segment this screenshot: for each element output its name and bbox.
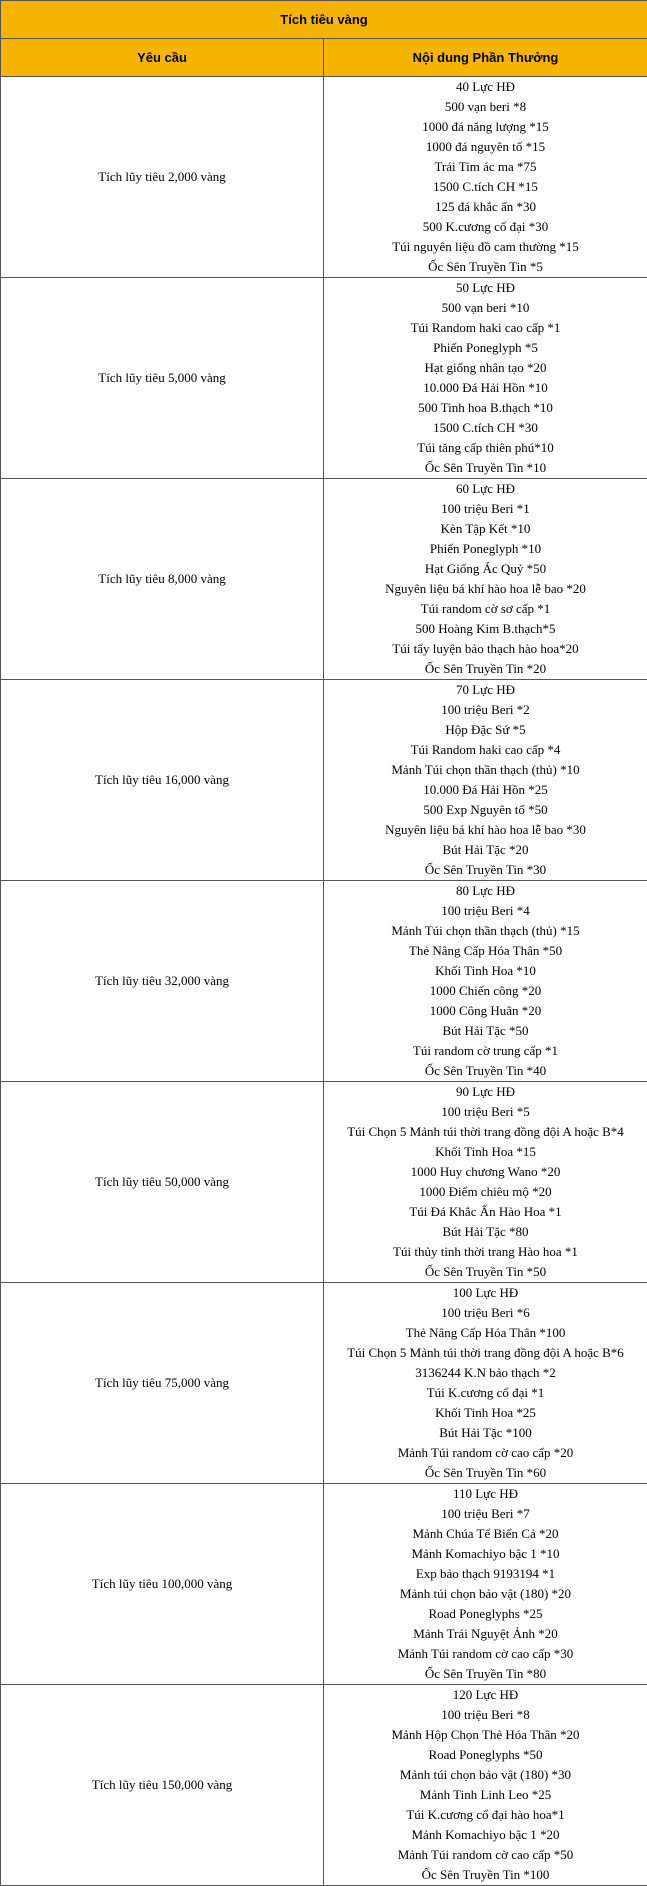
tier-row <box>1 479 647 680</box>
reward-item: 70 Lực HĐ <box>324 680 647 700</box>
reward-item: 500 K.cương cổ đại *30 <box>324 217 647 237</box>
reward-item: Phiến Poneglyph *5 <box>324 338 647 358</box>
tier-row <box>1 1283 647 1484</box>
tier-rewards <box>324 1082 647 1283</box>
reward-item: Khối Tinh Hoa *10 <box>324 961 647 981</box>
reward-item: Mảnh Túi chọn thần thạch (thủ) *15 <box>324 921 647 941</box>
reward-item: 100 triệu Beri *8 <box>324 1705 647 1725</box>
reward-item: 1000 Điểm chiêu mộ *20 <box>324 1182 647 1202</box>
reward-item: Túi K.cương cổ đại hào hoa*1 <box>324 1805 647 1825</box>
reward-item: 50 Lực HĐ <box>324 278 647 298</box>
reward-item: Nguyên liệu bá khí hào hoa lễ bao *30 <box>324 820 647 840</box>
reward-item: 100 Lực HĐ <box>324 1283 647 1303</box>
tier-list <box>1 77 647 1886</box>
tier-rewards <box>324 881 647 1082</box>
reward-item: 100 triệu Beri *7 <box>324 1504 647 1524</box>
reward-item: Mảnh Chúa Tể Biển Cả *20 <box>324 1524 647 1544</box>
reward-item: 100 triệu Beri *1 <box>324 499 647 519</box>
reward-item: Trái Tim ác ma *75 <box>324 157 647 177</box>
reward-item: Ốc Sên Truyền Tin *20 <box>324 659 647 679</box>
reward-item: Túi tẩy luyện bảo thạch hào hoa*20 <box>324 639 647 659</box>
reward-item: 500 Hoàng Kim B.thạch*5 <box>324 619 647 639</box>
reward-item: 1500 C.tích CH *30 <box>324 418 647 438</box>
reward-item: Túi thủy tinh thời trang Hào hoa *1 <box>324 1242 647 1262</box>
tier-requirement: Tích lũy tiêu 75,000 vàng <box>1 1283 324 1484</box>
reward-item: 40 Lực HĐ <box>324 77 647 97</box>
reward-item: Bút Hải Tặc *80 <box>324 1222 647 1242</box>
reward-item: Ốc Sên Truyền Tin *30 <box>324 860 647 880</box>
reward-item: 80 Lực HĐ <box>324 881 647 901</box>
reward-item: Thẻ Nâng Cấp Hóa Thân *100 <box>324 1323 647 1343</box>
reward-item: 100 triệu Beri *5 <box>324 1102 647 1122</box>
reward-item: Túi Đá Khắc Ấn Hào Hoa *1 <box>324 1202 647 1222</box>
reward-header: Nội dung Phần Thưởng <box>324 39 647 77</box>
tier-rewards <box>324 479 647 680</box>
reward-item: Kèn Tập Kết *10 <box>324 519 647 539</box>
reward-item: 500 Tinh hoa B.thạch *10 <box>324 398 647 418</box>
tier-requirement: Tích lũy tiêu 50,000 vàng <box>1 1082 324 1283</box>
reward-item: Mảnh Komachiyo bậc 1 *20 <box>324 1825 647 1845</box>
reward-item: Túi nguyên liệu đồ cam thường *15 <box>324 237 647 257</box>
reward-item: Nguyên liệu bá khí hào hoa lễ bao *20 <box>324 579 647 599</box>
reward-item: Mảnh túi chọn bảo vật (180) *20 <box>324 1584 647 1604</box>
reward-item: Ốc Sên Truyền Tin *60 <box>324 1463 647 1483</box>
reward-item: Túi random cờ sơ cấp *1 <box>324 599 647 619</box>
reward-item: Mảnh Hộp Chọn Thẻ Hóa Thân *20 <box>324 1725 647 1745</box>
reward-item: Túi Random haki cao cấp *1 <box>324 318 647 338</box>
reward-item: 500 vạn beri *8 <box>324 97 647 117</box>
reward-item: Bút Hải Tặc *100 <box>324 1423 647 1443</box>
reward-item: Túi tăng cấp thiên phú*10 <box>324 438 647 458</box>
reward-item: Mảnh Trái Nguyệt Ảnh *20 <box>324 1624 647 1644</box>
reward-item: Ốc Sên Truyền Tin *100 <box>324 1865 647 1885</box>
tier-requirement: Tích lũy tiêu 2,000 vàng <box>1 77 324 278</box>
reward-item: Ốc Sên Truyền Tin *40 <box>324 1061 647 1081</box>
table-title: Tích tiêu vàng <box>1 1 647 39</box>
reward-item: Mảnh Komachiyo bậc 1 *10 <box>324 1544 647 1564</box>
reward-item: Mảnh Tinh Linh Leo *25 <box>324 1785 647 1805</box>
reward-item: 1000 Chiến công *20 <box>324 981 647 1001</box>
reward-item: Road Poneglyphs *50 <box>324 1745 647 1765</box>
reward-item: Mảnh Túi random cờ cao cấp *50 <box>324 1845 647 1865</box>
tier-requirement: Tích lũy tiêu 5,000 vàng <box>1 278 324 479</box>
tier-row <box>1 1484 647 1685</box>
reward-item: 100 triệu Beri *2 <box>324 700 647 720</box>
reward-item: Bút Hải Tặc *20 <box>324 840 647 860</box>
reward-item: Túi Random haki cao cấp *4 <box>324 740 647 760</box>
tier-rewards <box>324 1484 647 1685</box>
reward-item: 120 Lực HĐ <box>324 1685 647 1705</box>
reward-item: 1000 Công Huân *20 <box>324 1001 647 1021</box>
tier-row <box>1 881 647 1082</box>
reward-item: 60 Lực HĐ <box>324 479 647 499</box>
reward-item: Túi Chọn 5 Mảnh túi thời trang đồng đội A hoặc B*4 <box>324 1122 647 1142</box>
reward-item: 1000 Huy chương Wano *20 <box>324 1162 647 1182</box>
reward-item: Khối Tinh Hoa *25 <box>324 1403 647 1423</box>
reward-item: Ốc Sên Truyền Tin *50 <box>324 1262 647 1282</box>
tier-row <box>1 1082 647 1283</box>
tier-rewards <box>324 680 647 881</box>
reward-item: Hạt giống nhân tạo *20 <box>324 358 647 378</box>
tier-requirement: Tích lũy tiêu 150,000 vàng <box>1 1685 324 1886</box>
reward-item: 100 triệu Beri *4 <box>324 901 647 921</box>
tier-requirement: Tích lũy tiêu 100,000 vàng <box>1 1484 324 1685</box>
reward-item: Mảnh túi chọn bảo vật (180) *30 <box>324 1765 647 1785</box>
reward-item: 1500 C.tích CH *15 <box>324 177 647 197</box>
tier-rewards <box>324 1685 647 1886</box>
reward-item: Mảnh Túi chọn thần thạch (thủ) *10 <box>324 760 647 780</box>
tier-rewards <box>324 278 647 479</box>
tier-requirement: Tích lũy tiêu 8,000 vàng <box>1 479 324 680</box>
reward-item: 500 vạn beri *10 <box>324 298 647 318</box>
reward-item: Phiến Poneglyph *10 <box>324 539 647 559</box>
reward-item: 90 Lực HĐ <box>324 1082 647 1102</box>
reward-item: 500 Exp Nguyên tố *50 <box>324 800 647 820</box>
reward-item: Ốc Sên Truyền Tin *80 <box>324 1664 647 1684</box>
reward-item: Túi random cờ trung cấp *1 <box>324 1041 647 1061</box>
reward-item: Hạt Giống Ác Quỷ *50 <box>324 559 647 579</box>
reward-item: Bút Hải Tặc *50 <box>324 1021 647 1041</box>
reward-item: Túi Chọn 5 Mảnh túi thời trang đồng đội A hoặc B*6 <box>324 1343 647 1363</box>
reward-item: Túi K.cương cổ đại *1 <box>324 1383 647 1403</box>
reward-item: 1000 đá nguyên tố *15 <box>324 137 647 157</box>
tier-requirement: Tích lũy tiêu 32,000 vàng <box>1 881 324 1082</box>
tier-rewards <box>324 77 647 278</box>
reward-item: Ốc Sên Truyền Tin *10 <box>324 458 647 478</box>
reward-item: 10.000 Đá Hải Hồn *10 <box>324 378 647 398</box>
reward-item: Thẻ Nâng Cấp Hóa Thân *50 <box>324 941 647 961</box>
reward-item: 1000 đá năng lượng *15 <box>324 117 647 137</box>
reward-item: Mảnh Túi random cờ cao cấp *30 <box>324 1644 647 1664</box>
tier-row <box>1 77 647 278</box>
tier-row <box>1 680 647 881</box>
reward-item: Hộp Đặc Sứ *5 <box>324 720 647 740</box>
reward-item: 100 triệu Beri *6 <box>324 1303 647 1323</box>
tier-requirement: Tích lũy tiêu 16,000 vàng <box>1 680 324 881</box>
reward-item: 10.000 Đá Hải Hồn *25 <box>324 780 647 800</box>
tier-rewards <box>324 1283 647 1484</box>
reward-item: Khối Tinh Hoa *15 <box>324 1142 647 1162</box>
reward-item: Mảnh Túi random cờ cao cấp *20 <box>324 1443 647 1463</box>
reward-item: Road Poneglyphs *25 <box>324 1604 647 1624</box>
tier-row <box>1 278 647 479</box>
tier-row <box>1 1685 647 1886</box>
reward-item: 3136244 K.N bảo thạch *2 <box>324 1363 647 1383</box>
requirement-header: Yêu cầu <box>1 39 324 77</box>
reward-item: 110 Lực HĐ <box>324 1484 647 1504</box>
reward-item: Exp bảo thạch 9193194 *1 <box>324 1564 647 1584</box>
reward-item: 125 đá khắc ấn *30 <box>324 197 647 217</box>
reward-item: Ốc Sên Truyền Tin *5 <box>324 257 647 277</box>
